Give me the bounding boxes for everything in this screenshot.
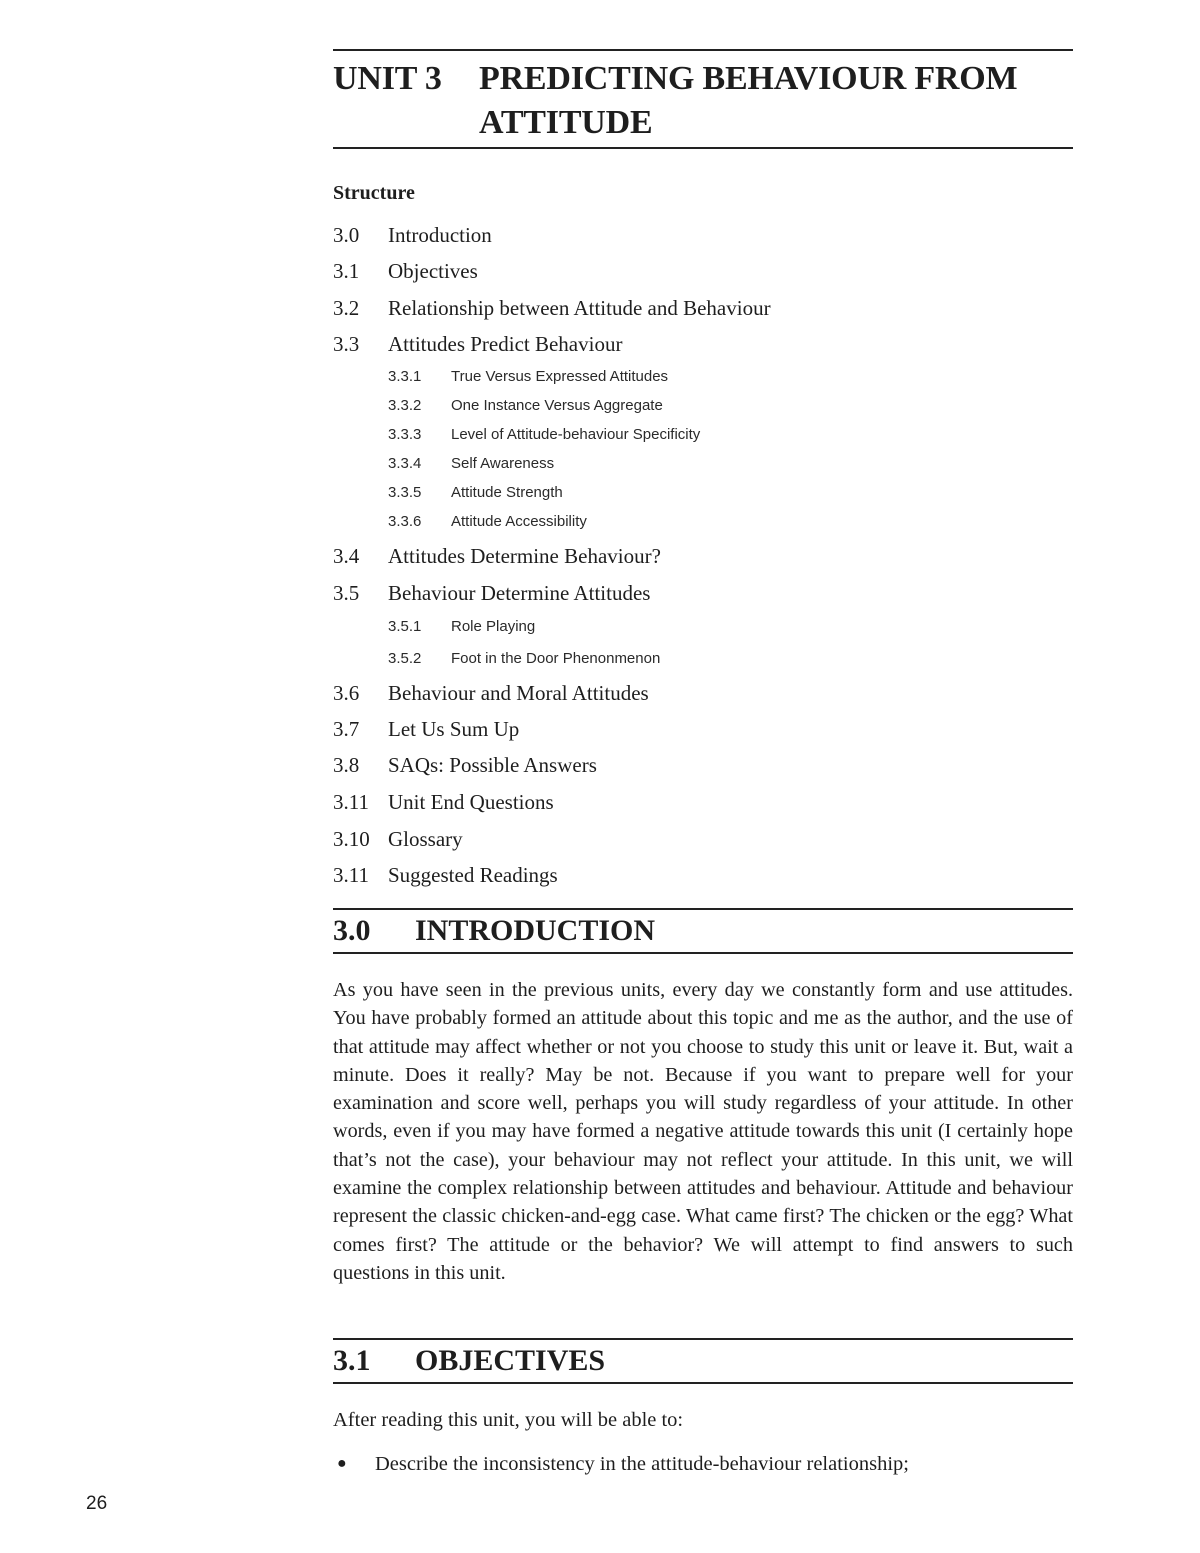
toc-item: 3.4 Attitudes Determine Behaviour? [333,544,661,568]
toc-item: 3.5 Behaviour Determine Attitudes [333,581,651,605]
toc-item: 3.11 Unit End Questions [333,790,554,814]
toc-subitem: 3.3.3 Level of Attitude-behaviour Specificity [388,426,701,443]
toc-subitem: 3.5.2 Foot in the Door Phenonmenon [388,650,661,667]
toc-item: 3.3 Attitudes Predict Behaviour [333,332,623,356]
toc-subitem: 3.3.6 Attitude Accessibility [388,513,587,530]
structure-heading: Structure [333,182,415,204]
page-number: 26 [86,1493,108,1514]
toc-subitem: 3.3.5 Attitude Strength [388,484,563,501]
toc-item: 3.0 Introduction [333,223,492,247]
unit-number: UNIT 3 [333,60,442,97]
toc-subitem: 3.3.4 Self Awareness [388,455,555,472]
toc-item: 3.1 Objectives [333,259,478,283]
toc-item: 3.6 Behaviour and Moral Attitudes [333,681,649,705]
unit-title-line-2: ATTITUDE [479,104,653,141]
section-heading-introduction: 3.0 INTRODUCTION [333,908,1073,954]
objective-bullet: ● Describe the inconsistency in the attitude-behaviour relationship; [333,1450,909,1478]
toc-item: 3.11 Suggested Readings [333,863,558,887]
toc-subitem: 3.3.2 One Instance Versus Aggregate [388,397,663,414]
toc-item: 3.10 Glossary [333,827,463,851]
toc-item: 3.7 Let Us Sum Up [333,717,520,741]
section-heading-objectives: 3.1 OBJECTIVES [333,1338,1073,1384]
toc-item: 3.8 SAQs: Possible Answers [333,753,597,777]
bullet-icon: ● [337,1455,347,1472]
toc-subitem: 3.3.1 True Versus Expressed Attitudes [388,368,669,385]
unit-title-line-1: PREDICTING BEHAVIOUR FROM [479,60,1018,97]
unit-title [333,49,1073,149]
introduction-paragraph: As you have seen in the previous units, every day we constantly form and use attitudes. You have probably formed an attitude about this topic and me as the author, and the use of that attitude may affect whether or not you choose to study this unit or leave it. But, wait a minute. Does it really? May be not. Because if you want to prepare well for your examination and score well, perhaps you will study regardless of your attitude. In other words, even if you may have formed a negative attitude towards this unit (I certainly hope that’s not the case), your behaviour may not reflect your attitude. In this unit, we will examine the complex relationship between attitudes and behaviour. Attitude and behaviour represent the classic chicken-and-egg case. What came first? The chicken or the egg? What comes first? The attitude or the behavior? We will attempt to find answers to such questions in this unit. [333,979,1073,1284]
toc-subitem: 3.5.1 Role Playing [388,618,536,635]
toc-item: 3.2 Relationship between Attitude and Behaviour [333,296,771,320]
objectives-intro: After reading this unit, you will be able to: [333,1409,684,1431]
